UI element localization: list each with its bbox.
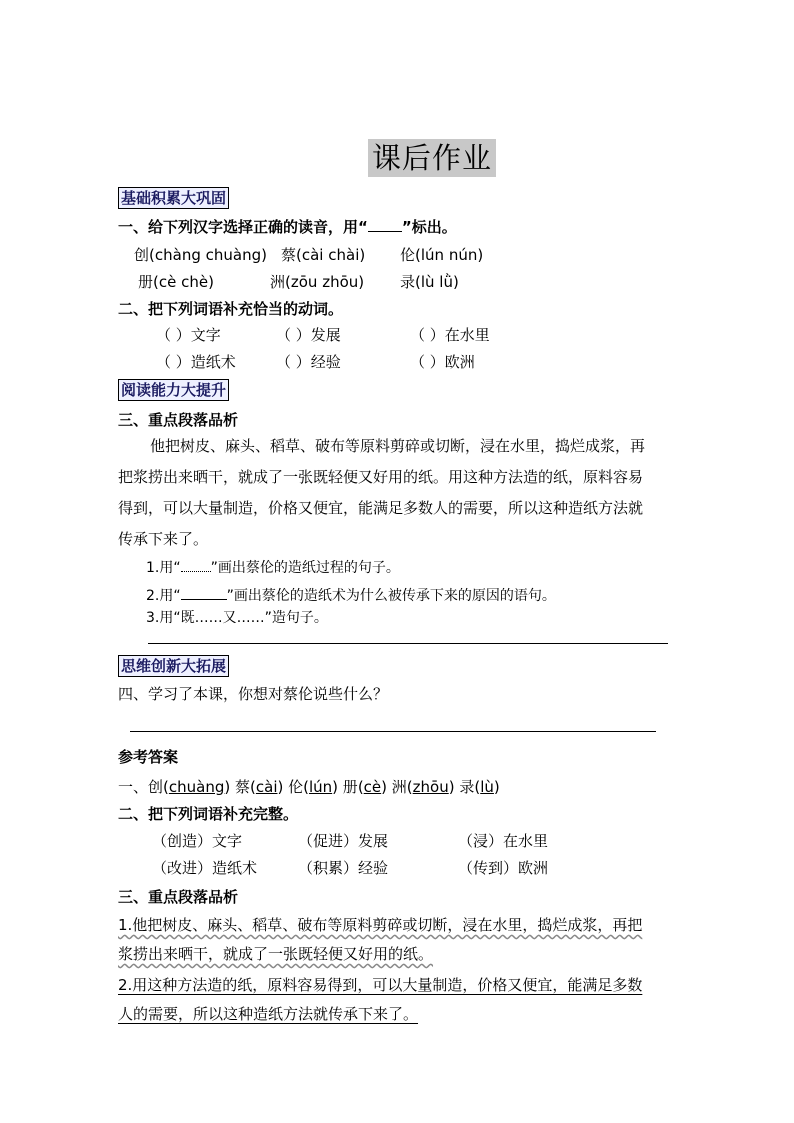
wavy-line-mark [181, 557, 211, 572]
a1-pinyin: lù [480, 778, 494, 796]
a1-prefix: 一、 [118, 778, 149, 796]
a3-answer1-line: 1.他把树皮、麻头、稻草、破布等原料剪碎或切断，浸在水里，捣烂成浆，再把 [118, 916, 643, 934]
q3-sub3: 3.用“既……又……”造句子。 [146, 610, 328, 626]
section-label-basics: 基础积累大巩固 [118, 187, 229, 209]
q3-sub2-post: ”画出蔡伦的造纸术为什么被传承下来的原因的语句。 [226, 588, 556, 604]
q4-heading: 四、学习了本课，你想对蔡伦说些什么？ [118, 685, 389, 703]
q3-sub2 [146, 585, 556, 605]
q1-row1-item2 [281, 244, 365, 265]
q1-char: 伦 [400, 246, 416, 264]
section-label-reading: 阅读能力大提升 [118, 379, 229, 401]
q1-options: (lún nún) [415, 246, 484, 264]
q1-options: (cài chài) [296, 246, 366, 264]
q2-item: （ ）在水里 [410, 326, 490, 344]
q2-heading: 二、把下列词语补充恰当的动词。 [118, 300, 344, 318]
a2-item: （积累）经验 [298, 859, 389, 877]
q1-options: (lù lǜ) [415, 273, 459, 291]
q1-row2-item2 [270, 271, 364, 292]
q1-row1-item3 [400, 244, 483, 265]
a3-heading: 三、重点段落品析 [118, 888, 239, 906]
a1-char: 创 [148, 778, 164, 796]
straight-line-mark [181, 585, 227, 600]
answers-heading: 参考答案 [118, 748, 179, 766]
q3-sub1-post: ”画出蔡伦的造纸过程的句子。 [210, 560, 400, 576]
a1-char: 册 [342, 778, 358, 796]
q1-char: 创 [134, 246, 150, 264]
q3-passage-line: 他把树皮、麻头、稻草、破布等原料剪碎或切断，浸在水里，捣烂成浆，再 [150, 437, 646, 455]
q1-char: 洲 [270, 273, 286, 291]
a3-answer1-line: 浆捞出来晒干，就成了一张既轻便又好用的纸。 [118, 945, 434, 963]
q3-sub1 [146, 557, 400, 577]
a1-char: 洲 [391, 778, 407, 796]
q1-underline-mark [368, 217, 402, 232]
a2-item: （创造）文字 [152, 832, 243, 850]
q2-item: （ ）造纸术 [156, 353, 236, 371]
a1-char: 蔡 [235, 778, 251, 796]
a1-pinyin: cè [363, 778, 382, 796]
q2-item: （ ）发展 [276, 326, 341, 344]
q1-heading-post: ”标出。 [401, 218, 457, 236]
a1-char: 录 [459, 778, 475, 796]
a1-pinyin: lún [308, 778, 333, 796]
q3-heading: 三、重点段落品析 [118, 411, 239, 429]
a3-answer2-line: 2.用这种方法造的纸，原料容易得到，可以大量制造，价格又便宜，能满足多数 [118, 976, 643, 994]
q1-row2-item1 [138, 271, 214, 292]
q3-passage-line: 把浆捞出来晒干，就成了一张既轻便又好用的纸。用这种方法造的纸，原料容易 [118, 468, 644, 486]
q2-item: （ ）文字 [156, 326, 221, 344]
q3-passage-line: 传承下来了。 [118, 530, 209, 548]
q1-heading-pre: 一、给下列汉字选择正确的读音，用“ [118, 218, 368, 236]
answer-line [130, 731, 656, 732]
q1-char: 录 [400, 273, 416, 291]
q3-sub2-pre: 2.用“ [146, 588, 181, 604]
a3-answer2-line: 人的需要，所以这种造纸方法就传承下来了。 [118, 1005, 419, 1023]
answer-line [148, 643, 668, 644]
a2-item: （传到）欧洲 [458, 859, 549, 877]
a2-item: （促进）发展 [298, 832, 389, 850]
q1-heading [118, 216, 457, 237]
q2-item: （ ）欧洲 [410, 353, 475, 371]
q1-options: (zōu zhōu) [285, 273, 365, 291]
q2-item: （ ）经验 [276, 353, 341, 371]
q1-row2-item3 [400, 271, 459, 292]
q3-sub1-pre: 1.用“ [146, 560, 181, 576]
q1-row1-item1 [134, 244, 267, 265]
q1-options: (cè chè) [153, 273, 214, 291]
q1-char: 册 [138, 273, 154, 291]
a1-pinyin: chuàng [168, 778, 225, 796]
page-title: 课后作业 [368, 139, 496, 177]
a1-char: 伦 [288, 778, 304, 796]
a1-pinyin: zhōu [412, 778, 449, 796]
section-label-thinking: 思维创新大拓展 [118, 655, 229, 677]
q3-passage-line: 得到，可以大量制造，价格又便宜，能满足多数人的需要，所以这种造纸方法就 [118, 499, 644, 517]
a1-pinyin: cài [255, 778, 278, 796]
a2-heading: 二、把下列词语补充完整。 [118, 805, 299, 823]
a2-item: （改进）造纸术 [152, 859, 258, 877]
answers-a1: 一、创(chuàng) 蔡(cài) 伦(lún) 册(cè) 洲(zhōu) 录(lù) [118, 778, 500, 796]
a2-item: （浸）在水里 [458, 832, 549, 850]
q1-char: 蔡 [281, 246, 297, 264]
q1-options: (chàng chuàng) [149, 246, 267, 264]
